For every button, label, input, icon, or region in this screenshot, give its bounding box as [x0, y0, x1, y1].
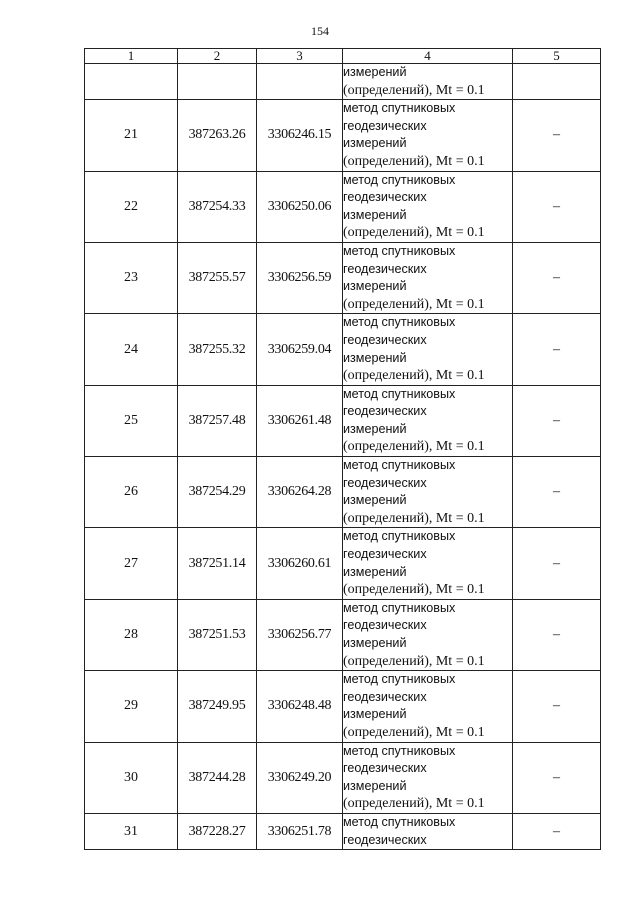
method-cell — [343, 314, 513, 385]
table-row — [85, 742, 601, 813]
x-coordinate-cell: 387249.95 — [178, 671, 257, 742]
table-row — [85, 242, 601, 313]
method-line: измерений — [343, 421, 407, 436]
method-cell — [343, 242, 513, 313]
method-line: геодезических — [343, 547, 427, 562]
point-number-cell: 26 — [85, 457, 178, 528]
x-coordinate-cell: 387254.33 — [178, 171, 257, 242]
note-cell: – — [513, 171, 601, 242]
x-coordinate-cell: 387244.28 — [178, 742, 257, 813]
x-coordinate-cell: 387251.53 — [178, 599, 257, 670]
note-cell: – — [513, 385, 601, 456]
point-number-cell: 24 — [85, 314, 178, 385]
note-cell: – — [513, 314, 601, 385]
method-cell — [343, 100, 513, 171]
note-cell — [513, 64, 601, 100]
method-line: (определений), Mt = 0.1 — [343, 153, 485, 169]
x-coordinate-cell: 387251.14 — [178, 528, 257, 599]
method-line: (определений), Mt = 0.1 — [343, 296, 485, 312]
note-cell: – — [513, 457, 601, 528]
table-row — [85, 171, 601, 242]
method-line: геодезических — [343, 475, 427, 490]
x-coordinate-cell: 387254.29 — [178, 457, 257, 528]
method-line: метод спутниковых — [343, 458, 456, 473]
table-row — [85, 385, 601, 456]
method-line: (определений), Mt = 0.1 — [343, 439, 485, 455]
method-line: геодезических — [343, 332, 427, 347]
method-line: геодезических — [343, 118, 427, 133]
method-line: геодезических — [343, 761, 427, 776]
method-line: геодезических — [343, 190, 427, 205]
method-line: метод спутниковых — [343, 172, 456, 187]
table-row — [85, 457, 601, 528]
y-coordinate-cell: 3306259.04 — [257, 314, 343, 385]
method-line: (определений), Mt = 0.1 — [343, 82, 485, 98]
method-line: (определений), Mt = 0.1 — [343, 724, 485, 740]
x-coordinate-cell: 387257.48 — [178, 385, 257, 456]
column-header: 4 — [343, 49, 513, 64]
y-coordinate-cell: 3306256.59 — [257, 242, 343, 313]
note-cell: – — [513, 528, 601, 599]
y-coordinate-cell: 3306261.48 — [257, 385, 343, 456]
table-header-row — [85, 49, 601, 64]
method-line: измерений — [343, 207, 407, 222]
point-number-cell: 28 — [85, 599, 178, 670]
point-number-cell: 22 — [85, 171, 178, 242]
x-coordinate-cell: 387255.57 — [178, 242, 257, 313]
method-line: измерений — [343, 136, 407, 151]
note-cell: – — [513, 242, 601, 313]
x-coordinate-cell — [178, 64, 257, 100]
note-cell: – — [513, 100, 601, 171]
method-cell — [343, 528, 513, 599]
method-line: измерений — [343, 707, 407, 722]
y-coordinate-cell: 3306250.06 — [257, 171, 343, 242]
x-coordinate-cell: 387263.26 — [178, 100, 257, 171]
table-row — [85, 314, 601, 385]
method-line: измерений — [343, 564, 407, 579]
method-line: метод спутниковых — [343, 386, 456, 401]
method-line: измерений — [343, 636, 407, 650]
column-header: 5 — [513, 49, 601, 64]
point-number-cell: 31 — [85, 813, 178, 849]
method-line: геодезических — [343, 261, 427, 276]
method-cell — [343, 599, 513, 670]
column-header: 3 — [257, 49, 343, 64]
point-number-cell: 21 — [85, 100, 178, 171]
y-coordinate-cell — [257, 64, 343, 100]
y-coordinate-cell: 3306264.28 — [257, 457, 343, 528]
method-line: (определений), Mt = 0.1 — [343, 225, 485, 241]
method-line: геодезических — [343, 404, 427, 419]
y-coordinate-cell: 3306249.20 — [257, 742, 343, 813]
table-row — [85, 671, 601, 742]
table-row — [85, 528, 601, 599]
method-line: измерений — [343, 778, 407, 793]
method-line: измерений — [343, 350, 407, 365]
method-line: метод спутниковых — [343, 814, 456, 829]
y-coordinate-cell: 3306260.61 — [257, 528, 343, 599]
point-number-cell — [85, 64, 178, 100]
method-line: измерений — [343, 65, 407, 79]
table-row — [85, 599, 601, 670]
method-line: (определений), Mt = 0.1 — [343, 368, 485, 384]
column-header: 1 — [85, 49, 178, 64]
point-number-cell: 25 — [85, 385, 178, 456]
method-cell — [343, 171, 513, 242]
x-coordinate-cell: 387228.27 — [178, 813, 257, 849]
method-line: метод спутниковых — [343, 600, 456, 615]
y-coordinate-cell: 3306251.78 — [257, 813, 343, 849]
method-line: измерений — [343, 493, 407, 508]
method-line: измерений — [343, 279, 407, 294]
point-number-cell: 30 — [85, 742, 178, 813]
point-number-cell: 29 — [85, 671, 178, 742]
note-cell: – — [513, 599, 601, 670]
method-line: геодезических — [343, 832, 427, 847]
method-line: геодезических — [343, 689, 427, 704]
note-cell: – — [513, 742, 601, 813]
method-line: (определений), Mt = 0.1 — [343, 653, 485, 669]
method-line: метод спутниковых — [343, 243, 456, 258]
table-row — [85, 813, 601, 849]
method-line: метод спутниковых — [343, 743, 456, 758]
note-cell: – — [513, 671, 601, 742]
method-line: (определений), Mt = 0.1 — [343, 510, 485, 526]
x-coordinate-cell: 387255.32 — [178, 314, 257, 385]
y-coordinate-cell: 3306248.48 — [257, 671, 343, 742]
method-line: метод спутниковых — [343, 101, 456, 116]
method-cell — [343, 742, 513, 813]
method-line: метод спутниковых — [343, 529, 456, 544]
method-cell — [343, 813, 513, 849]
point-number-cell: 23 — [85, 242, 178, 313]
coordinates-table — [84, 48, 601, 850]
y-coordinate-cell: 3306256.77 — [257, 599, 343, 670]
column-header: 2 — [178, 49, 257, 64]
method-cell — [343, 385, 513, 456]
page-number: 154 — [311, 24, 329, 38]
method-cell — [343, 64, 513, 100]
y-coordinate-cell: 3306246.15 — [257, 100, 343, 171]
continuation-row — [85, 64, 601, 100]
method-cell — [343, 457, 513, 528]
method-line: метод спутниковых — [343, 315, 456, 330]
method-line: (определений), Mt = 0.1 — [343, 796, 485, 812]
note-cell: – — [513, 813, 601, 849]
table-row — [85, 100, 601, 171]
point-number-cell: 27 — [85, 528, 178, 599]
method-line: метод спутниковых — [343, 672, 456, 687]
method-line: геодезических — [343, 618, 427, 633]
method-line: (определений), Mt = 0.1 — [343, 582, 485, 598]
method-cell — [343, 671, 513, 742]
